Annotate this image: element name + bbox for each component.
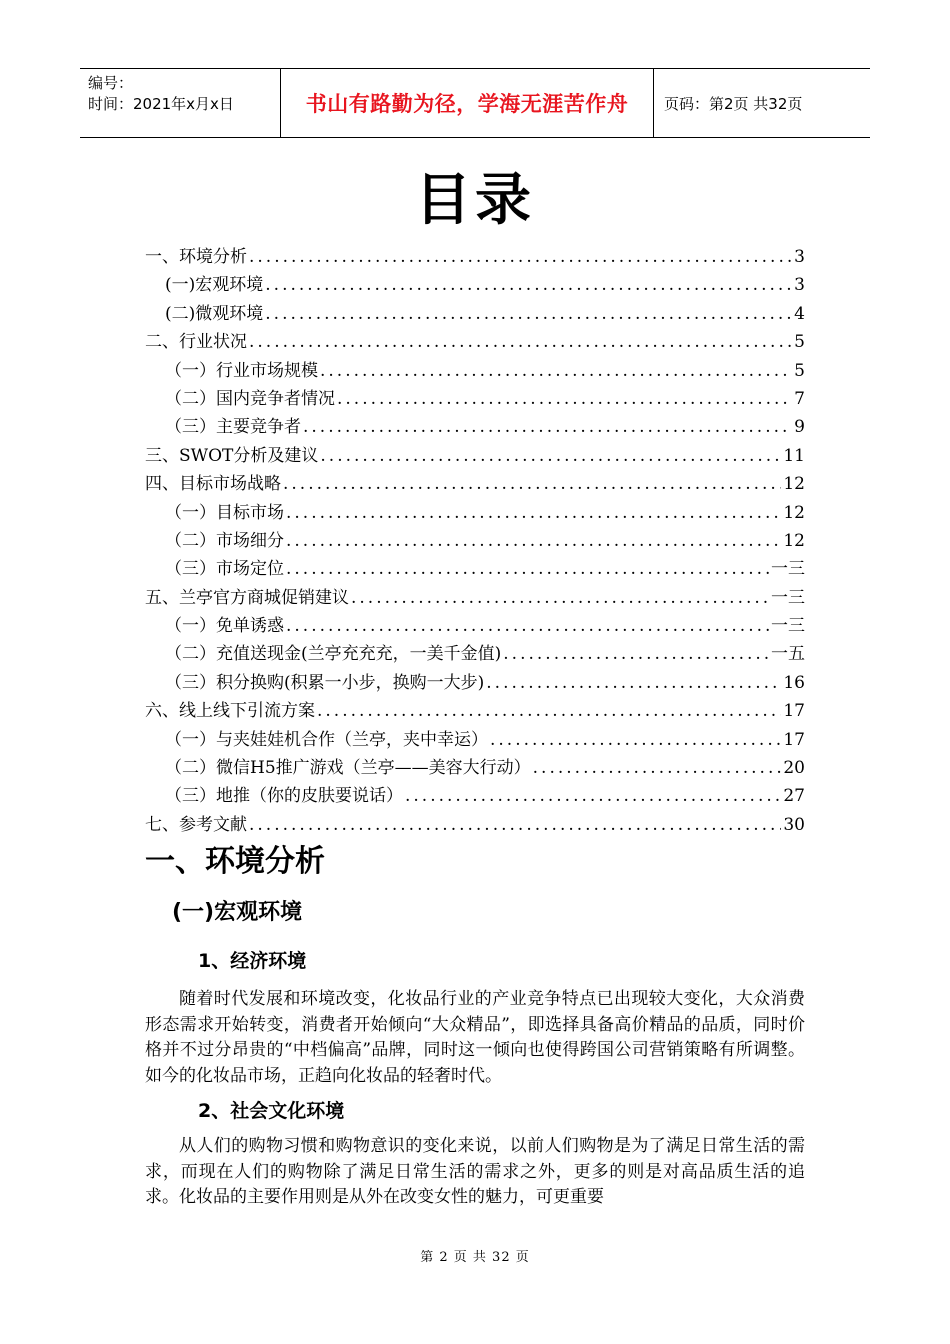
toc-leader: [405, 782, 781, 810]
toc-entry-label: （三）地推（你的皮肤要说话）: [165, 786, 403, 807]
toc-entry-label: （二）充值送现金(兰亭充充充，一美千金值): [165, 644, 502, 665]
toc-entry[interactable]: [145, 612, 805, 640]
toc-entry-page: 5: [794, 360, 805, 381]
toc-leader: [320, 442, 781, 470]
body-paragraph: 从人们的购物习惯和购物意识的变化来说，以前人们购物是为了满足日常生活的需求，而现在人们的购物除了满足日常生活的需求之外，更多的则是对高品质生活的追求。化妆品的主要作用则是从外在改变女性的魅力，可更重要: [145, 1136, 805, 1207]
header-page-info: 页码：第2页 共32页: [664, 94, 803, 113]
toc-entry-label: 三、SWOT分析及建议: [145, 445, 319, 466]
toc-entry[interactable]: [145, 413, 805, 441]
toc-entry-page: 4: [794, 303, 805, 324]
toc-entry-page: 12: [783, 474, 805, 495]
toc-entry-label: （二）市场细分: [165, 530, 284, 551]
toc-leader: [533, 754, 782, 782]
toc-entry-label: （一）免单诱惑: [165, 616, 284, 637]
toc-entry-page: 11: [783, 445, 805, 466]
toc-entry-label: （二）国内竞争者情况: [165, 388, 335, 409]
toc-leader: [503, 640, 769, 668]
toc-entry[interactable]: [145, 527, 805, 555]
toc-entry-page: 30: [783, 814, 805, 835]
toc-entry-page: 12: [783, 502, 805, 523]
toc-leader: [286, 612, 769, 640]
toc-entry-label: 四、目标市场战略: [145, 474, 281, 495]
toc-entry-label: 五、兰亭官方商城促销建议: [145, 587, 349, 608]
toc-entry-page: 一三: [771, 616, 805, 637]
page-header: [80, 68, 870, 138]
toc-entry[interactable]: [145, 470, 805, 498]
toc-entry[interactable]: [145, 499, 805, 527]
toc-entry-label: （一）行业市场规模: [165, 360, 318, 381]
toc-entry[interactable]: [145, 243, 805, 271]
toc-entry[interactable]: [145, 754, 805, 782]
toc-leader: [265, 300, 792, 328]
toc-entry-label: (一)宏观环境: [165, 275, 264, 296]
section-heading: 一、环境分析: [145, 844, 325, 879]
toc-entry-page: 7: [794, 388, 805, 409]
toc-entry[interactable]: [145, 271, 805, 299]
header-number: 编号：: [88, 74, 134, 92]
toc-entry-page: 16: [783, 672, 805, 693]
toc-leader: [249, 243, 792, 271]
toc-entry-label: （一）目标市场: [165, 502, 284, 523]
toc-leader: [320, 357, 792, 385]
body-paragraph: 随着时代发展和环境改变，化妆品行业的产业竞争特点已出现较大变化，大众消费形态需求开始转变，消费者开始倾向“大众精品”，即选择具备高价精品的品质，同时价格并不过分昂贵的“中档偏高”品牌，同时这一倾向也使得跨国公司营销策略有所调整。如今的化妆品市场，正趋向化妆品的轻奢时代。: [145, 989, 805, 1086]
toc-entry[interactable]: [145, 328, 805, 356]
toc-entry-page: 3: [794, 275, 805, 296]
toc-entry-page: 9: [794, 417, 805, 438]
toc-entry[interactable]: [145, 584, 805, 612]
toc-entry[interactable]: [145, 300, 805, 328]
toc-entry[interactable]: [145, 669, 805, 697]
header-motto: 书山有路勤为径，学海无涯苦作舟: [281, 69, 654, 137]
toc-leader: [486, 669, 781, 697]
toc-entry[interactable]: [145, 782, 805, 810]
toc-entry-page: 5: [794, 332, 805, 353]
toc-entry[interactable]: [145, 640, 805, 668]
toc-entry[interactable]: [145, 726, 805, 754]
toc-entry-label: （一）与夹娃娃机合作（兰亭，夹中幸运）: [165, 729, 488, 750]
toc-entry-page: 12: [783, 530, 805, 551]
toc-leader: [351, 584, 769, 612]
page-footer: 第 2 页 共 32 页: [420, 1250, 530, 1265]
toc-leader: [286, 499, 781, 527]
toc-leader: [337, 385, 792, 413]
toc-entry-label: (二)微观环境: [165, 303, 264, 324]
toc-leader: [249, 811, 781, 839]
toc-entry-label: （三）市场定位: [165, 559, 284, 580]
subsubsection-heading: 1、经济环境: [198, 950, 307, 972]
toc-leader: [283, 470, 781, 498]
toc-entry-page: 一三: [771, 559, 805, 580]
header-date: 时间：2021年x月x日: [88, 95, 234, 113]
toc-entry[interactable]: [145, 442, 805, 470]
toc-entry-page: 3: [794, 247, 805, 267]
toc-entry-label: 六、线上线下引流方案: [145, 701, 315, 722]
toc-leader: [286, 555, 769, 583]
subsubsection-heading: 2、社会文化环境: [198, 1100, 345, 1122]
toc-entry[interactable]: [145, 555, 805, 583]
toc-entry-page: 27: [783, 786, 805, 807]
toc-entry[interactable]: [145, 357, 805, 385]
toc-entry[interactable]: [145, 811, 805, 839]
toc-entry-label: （三）主要竞争者: [165, 417, 301, 438]
toc-leader: [490, 726, 781, 754]
toc-title: 目录: [415, 168, 535, 233]
toc-leader: [317, 697, 781, 725]
toc-entry-page: 17: [783, 701, 805, 722]
header-meta: [80, 69, 281, 137]
toc-leader: [265, 271, 792, 299]
toc-entry-label: 七、参考文献: [145, 814, 247, 835]
toc-leader: [286, 527, 781, 555]
toc-entry-label: 一、环境分析: [145, 247, 247, 267]
toc-entry[interactable]: [145, 385, 805, 413]
toc-entry-page: 一三: [771, 587, 805, 608]
toc-entry-label: （三）积分换购(积累一小步，换购一大步): [165, 672, 485, 693]
toc-entry-label: 二、行业状况: [145, 332, 247, 353]
toc-entry-label: （二）微信H5推广游戏（兰亭——美容大行动）: [165, 758, 531, 779]
subsection-heading: (一)宏观环境: [172, 900, 303, 925]
table-of-contents: [145, 243, 805, 839]
toc-entry[interactable]: [145, 697, 805, 725]
toc-entry-page: 20: [783, 758, 805, 779]
toc-leader: [249, 328, 792, 356]
toc-leader: [303, 413, 792, 441]
toc-entry-page: 一五: [771, 644, 805, 665]
toc-entry-page: 17: [783, 729, 805, 750]
